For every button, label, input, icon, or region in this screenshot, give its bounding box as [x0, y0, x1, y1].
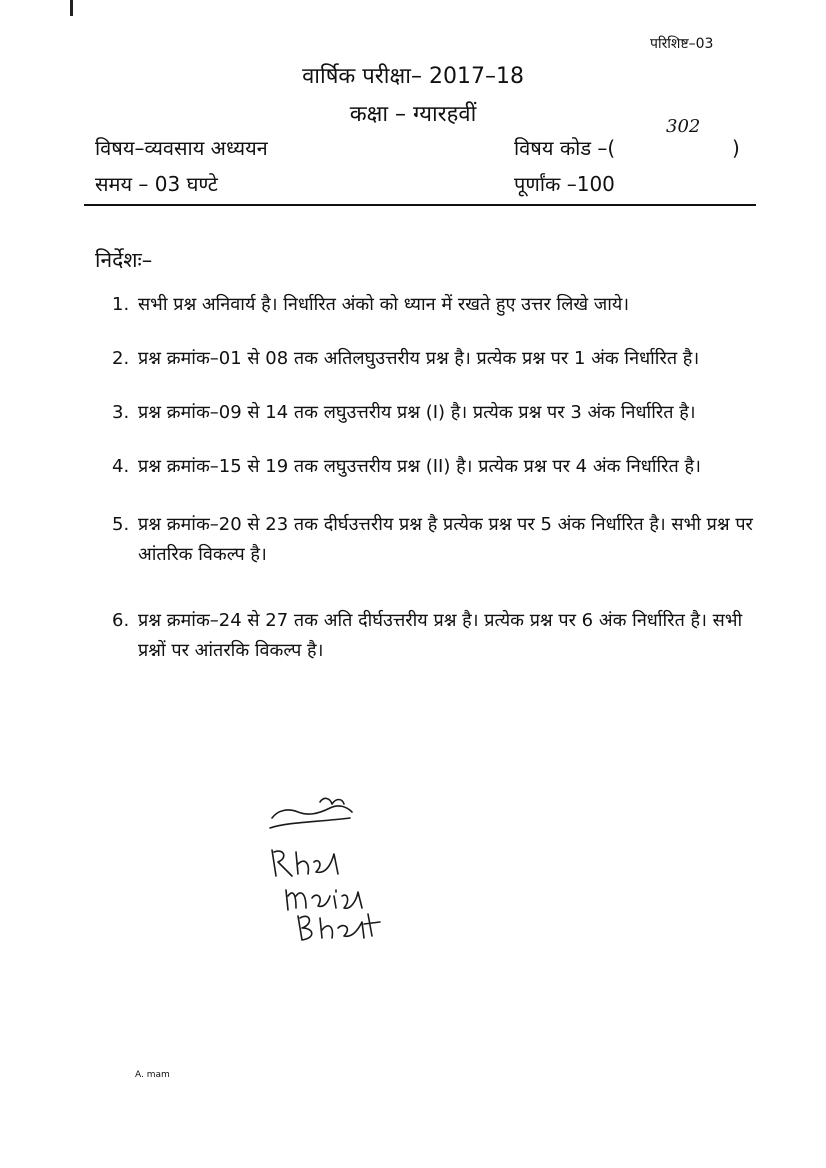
item-text: प्रश्न क्रमांक–24 से 27 तक अति दीर्घउत्तरीय प्रश्न है। प्रत्येक प्रश्न पर 6 अंक निर्धारित है। सभी प्रश्नों पर आंतरकि विकल्प है।	[138, 610, 743, 661]
list-item	[112, 398, 772, 428]
item-text: प्रश्न क्रमांक–20 से 23 तक दीर्घउत्तरीय प्रश्न है प्रत्येक प्रश्न पर 5 अंक निर्धारित है। सभी प्रश्न पर आंतरिक विकल्प है।	[138, 514, 753, 565]
handwritten-signature	[258, 792, 398, 942]
item-number: 3.	[112, 402, 130, 423]
scan-edge-mark	[70, 0, 73, 16]
instructions-list	[112, 290, 772, 690]
subject-code-handwritten: 302	[666, 116, 701, 137]
list-item	[112, 344, 772, 374]
list-item	[112, 452, 772, 482]
item-text: प्रश्न क्रमांक–15 से 19 तक लघुउत्तरीय प्रश्न (II) है। प्रत्येक प्रश्न पर 4 अंक निर्धारित है।	[138, 456, 701, 477]
item-text: प्रश्न क्रमांक–09 से 14 तक लघुउत्तरीय प्रश्न (I) है। प्रत्येक प्रश्न पर 3 अंक निर्धारित है।	[138, 402, 696, 423]
subject-code-suffix: )	[732, 136, 740, 160]
item-number: 6.	[112, 610, 130, 631]
time-label: समय – 03 घण्टे	[95, 172, 218, 196]
max-marks-label: पूर्णांक –100	[514, 172, 615, 196]
item-text: सभी प्रश्न अनिवार्य है। निर्धारित अंको को ध्यान में रखते हुए उत्तर लिखे जाये।	[138, 294, 630, 315]
instructions-heading: निर्देशः–	[95, 248, 153, 272]
annex-label: परिशिष्ट–03	[650, 36, 714, 52]
item-number: 2.	[112, 348, 130, 369]
exam-title: वार्षिक परीक्षा– 2017–18	[302, 64, 524, 89]
subject-label: विषय–व्यवसाय अध्ययन	[95, 136, 268, 160]
list-item	[112, 290, 772, 320]
item-text: प्रश्न क्रमांक–01 से 08 तक अतिलघुउत्तरीय प्रश्न है। प्रत्येक प्रश्न पर 1 अंक निर्धारित है।	[138, 348, 700, 369]
footer-note: A. mam	[135, 1070, 170, 1080]
header-divider	[84, 204, 756, 206]
list-item	[112, 606, 772, 666]
subject-code-prefix: विषय कोड –(	[514, 136, 616, 160]
list-item	[112, 510, 772, 570]
item-number: 1.	[112, 294, 130, 315]
item-number: 5.	[112, 514, 130, 535]
item-number: 4.	[112, 456, 130, 477]
class-label: कक्षा – ग्यारहवीं	[349, 102, 477, 127]
